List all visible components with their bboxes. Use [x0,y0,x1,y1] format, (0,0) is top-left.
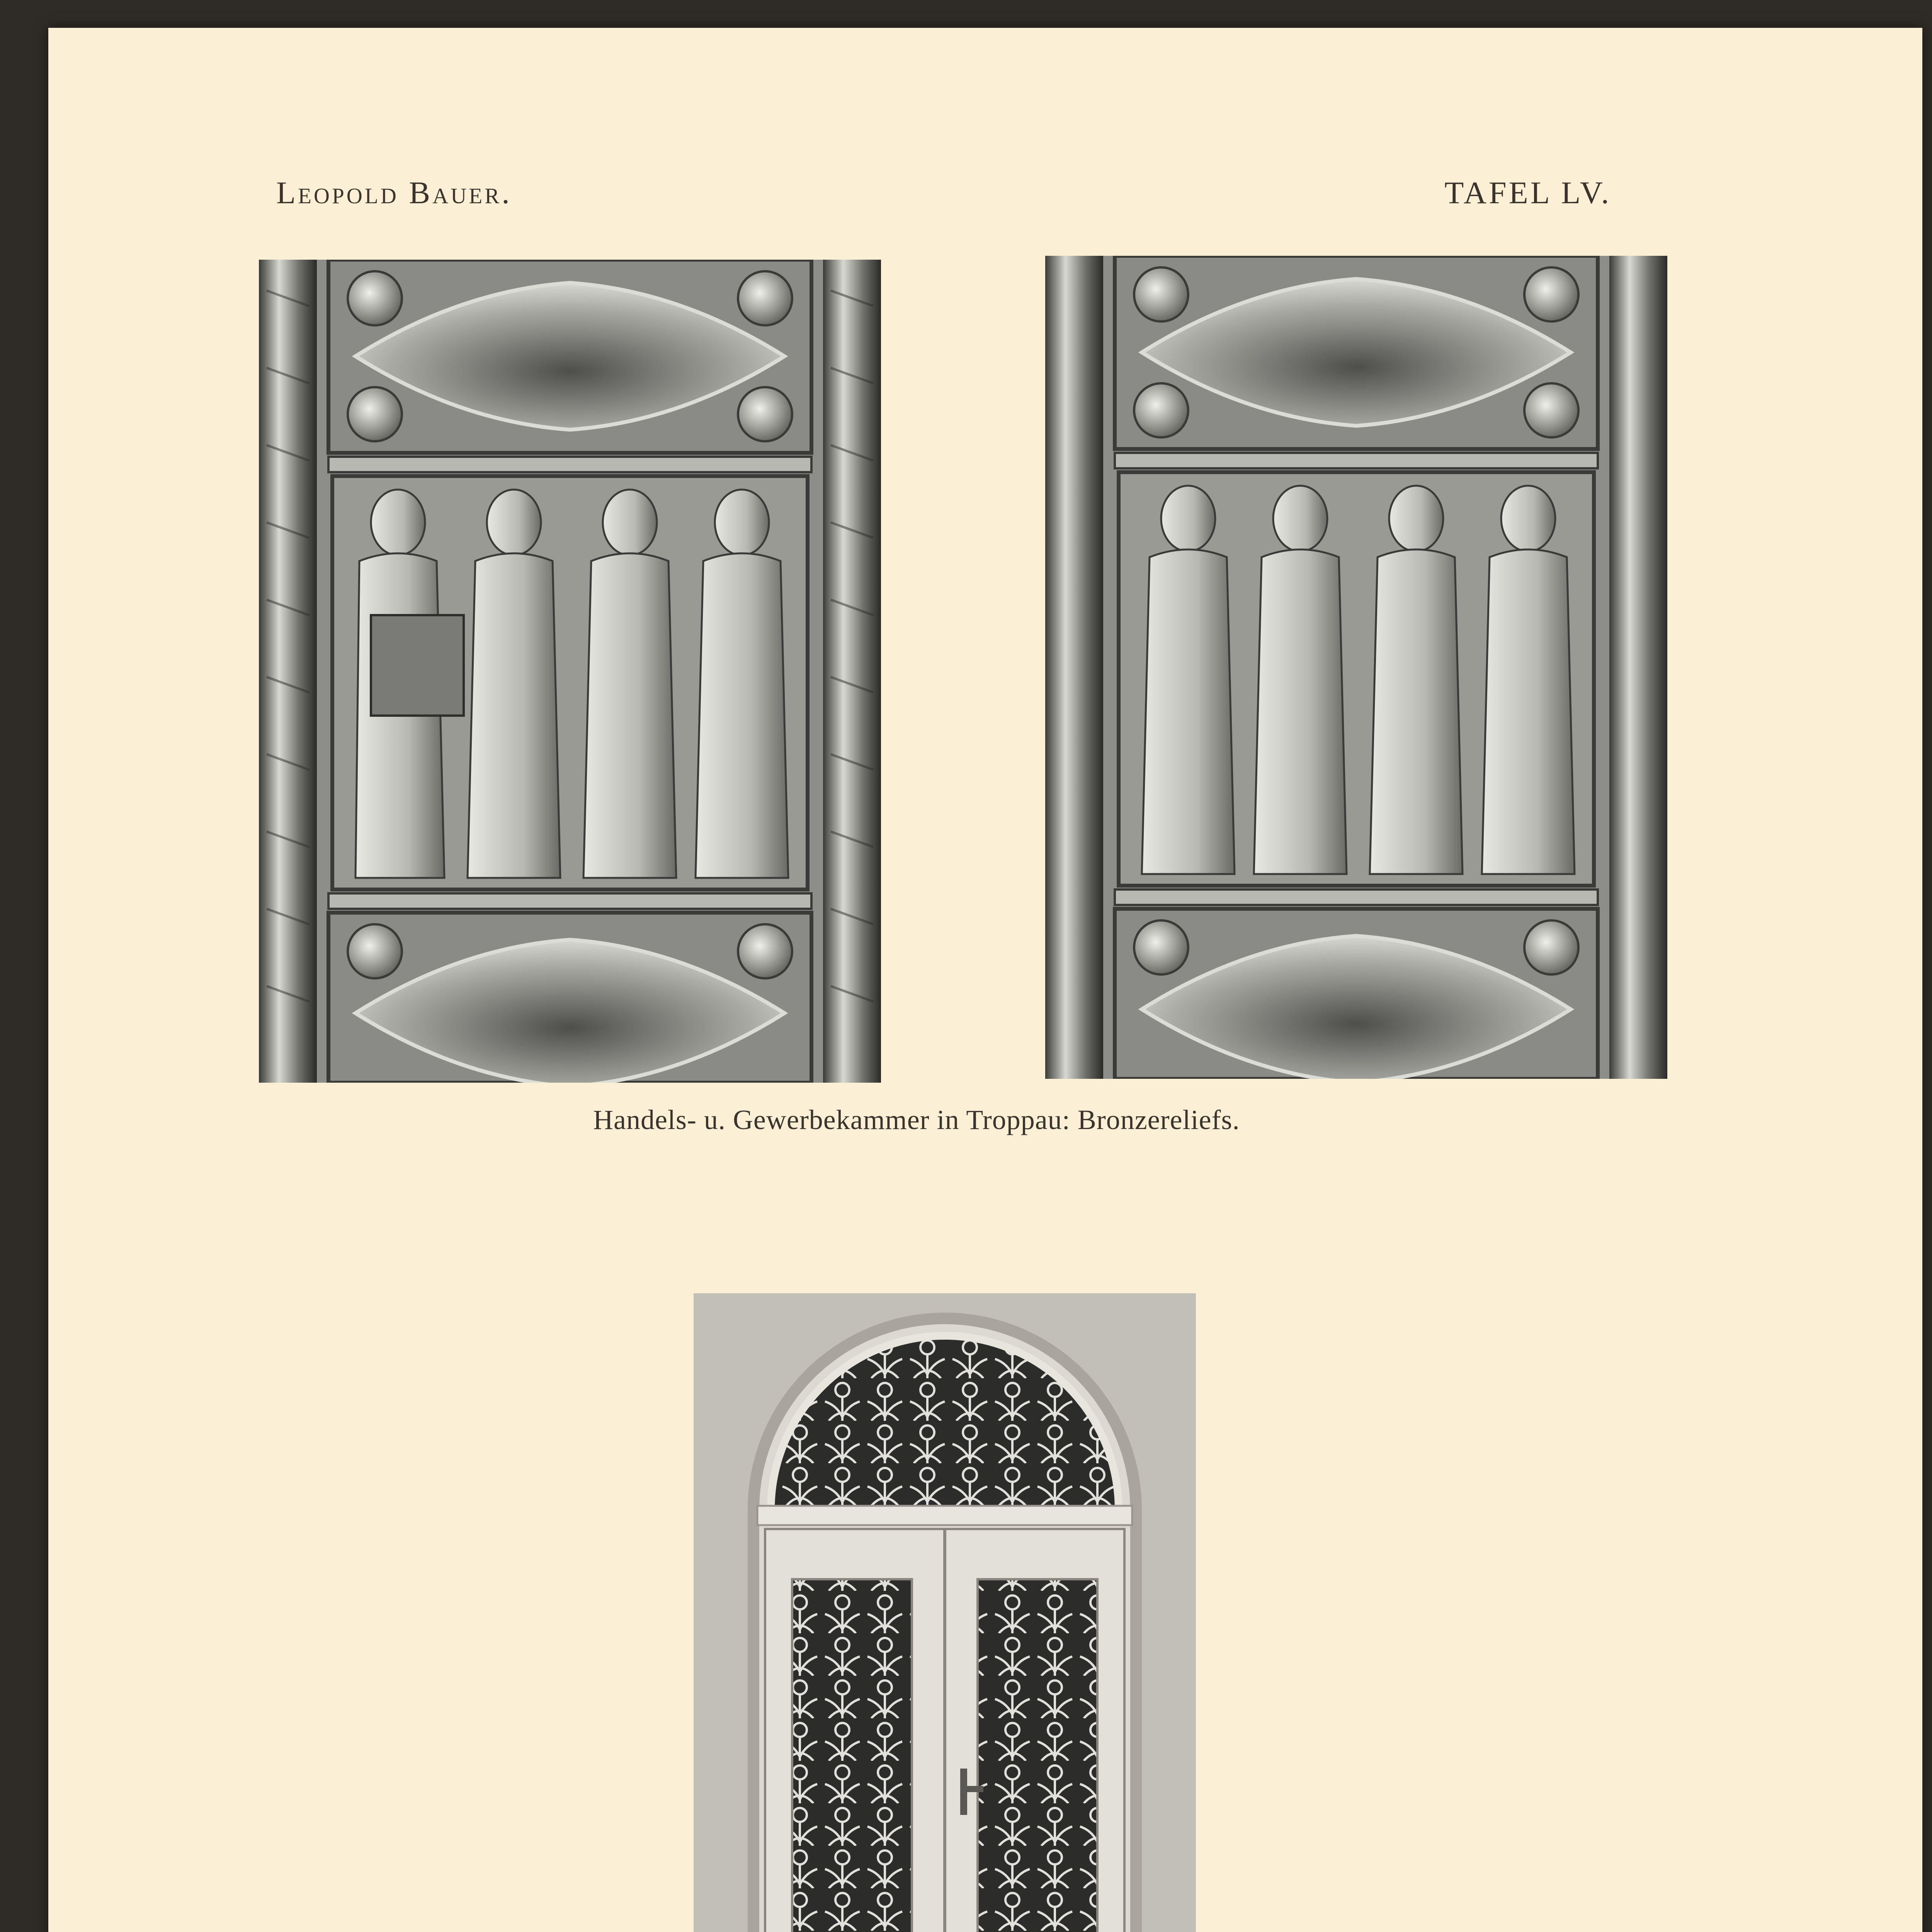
author-header: Leopold Bauer. [276,175,512,210]
relief-left-photo [259,260,881,1083]
entrance-door-photo [694,1293,1196,1932]
plate-number: TAFEL LV. [1444,175,1611,210]
relief-caption: Handels- u. Gewerbekammer in Troppau: Bronzereliefs. [593,1104,1240,1135]
plate-page [48,28,1922,1932]
relief-right-photo [1045,256,1667,1079]
